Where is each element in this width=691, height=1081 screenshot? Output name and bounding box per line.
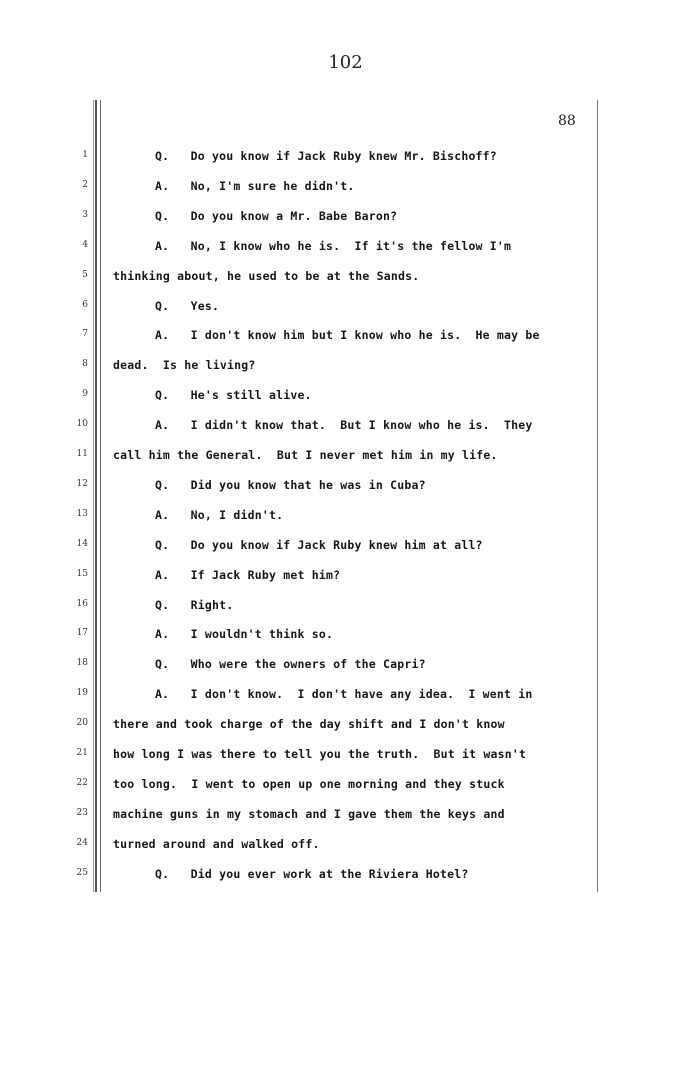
transcript-line: A. If Jack Ruby met him? <box>155 567 341 582</box>
line-number: 12 <box>76 478 88 489</box>
transcript-line: machine guns in my stomach and I gave them the keys and <box>113 806 505 821</box>
line-number: 16 <box>76 598 88 609</box>
transcript-line: call him the General. But I never met him in my life. <box>113 448 498 462</box>
line-number: 14 <box>76 538 88 549</box>
transcript-line: Q. Do you know a Mr. Babe Baron? <box>155 208 398 223</box>
line-number: 22 <box>76 777 88 788</box>
transcript-line: turned around and walked off. <box>113 836 320 851</box>
line-number: 17 <box>76 628 88 639</box>
right-margin-rule <box>597 100 598 892</box>
left-margin-rule <box>95 100 101 892</box>
transcript-line: A. I didn't know that. But I know who he is. They <box>155 418 533 433</box>
line-number: 8 <box>82 359 88 370</box>
line-number: 18 <box>76 658 88 669</box>
line-number: 2 <box>82 179 88 190</box>
transcript-line: Q. Who were the owners of the Capri? <box>155 657 426 672</box>
transcript-line: dead. Is he living? <box>113 358 256 373</box>
transcript-page-number: 88 <box>558 113 576 129</box>
transcript-line: Q. Do you know if Jack Ruby knew Mr. Bischoff? <box>155 149 497 163</box>
line-number: 13 <box>76 508 88 519</box>
line-number: 25 <box>76 867 88 878</box>
line-number: 21 <box>76 748 88 758</box>
transcript-line: A. No, I know who he is. If it's the fellow I'm <box>155 238 512 253</box>
transcript-line: there and took charge of the day shift and I don't know <box>113 717 505 732</box>
line-number: 15 <box>76 568 88 579</box>
left-margin-rule-inner <box>93 100 94 892</box>
transcript-line: thinking about, he used to be at the Sands. <box>113 268 420 283</box>
transcript-line: A. I don't know him but I know who he is. He may be <box>155 328 540 343</box>
line-number: 11 <box>76 449 88 459</box>
transcript-line: Q. Right. <box>155 597 234 612</box>
transcript-line: Q. Did you ever work at the Riviera Hotel? <box>155 866 469 881</box>
transcript-line: too long. I went to open up one morning and they stuck <box>113 776 505 791</box>
transcript-line: Q. Did you know that he was in Cuba? <box>155 477 426 492</box>
transcript-line: A. I don't know. I don't have any idea. I went in <box>155 687 533 702</box>
line-number: 24 <box>76 837 88 848</box>
line-number: 19 <box>76 688 88 699</box>
transcript-line: Q. Yes. <box>155 298 220 313</box>
transcript-line: A. No, I'm sure he didn't. <box>155 178 355 193</box>
line-number: 4 <box>82 239 88 250</box>
line-number: 3 <box>82 209 88 220</box>
line-number: 1 <box>82 150 88 160</box>
line-number: 7 <box>82 329 88 340</box>
transcript-line: A. No, I didn't. <box>155 507 284 522</box>
line-number: 10 <box>76 419 88 430</box>
line-number: 9 <box>82 389 88 400</box>
page-number: 102 <box>328 52 363 73</box>
line-number: 6 <box>82 299 88 310</box>
transcript-line: how long I was there to tell you the truth. But it wasn't <box>113 747 527 761</box>
transcript-line: A. I wouldn't think so. <box>155 627 334 642</box>
line-number: 23 <box>76 807 88 818</box>
line-number: 5 <box>82 269 88 280</box>
transcript-line: Q. He's still alive. <box>155 388 312 403</box>
transcript-line: Q. Do you know if Jack Ruby knew him at all? <box>155 537 483 552</box>
line-number: 20 <box>76 718 88 729</box>
